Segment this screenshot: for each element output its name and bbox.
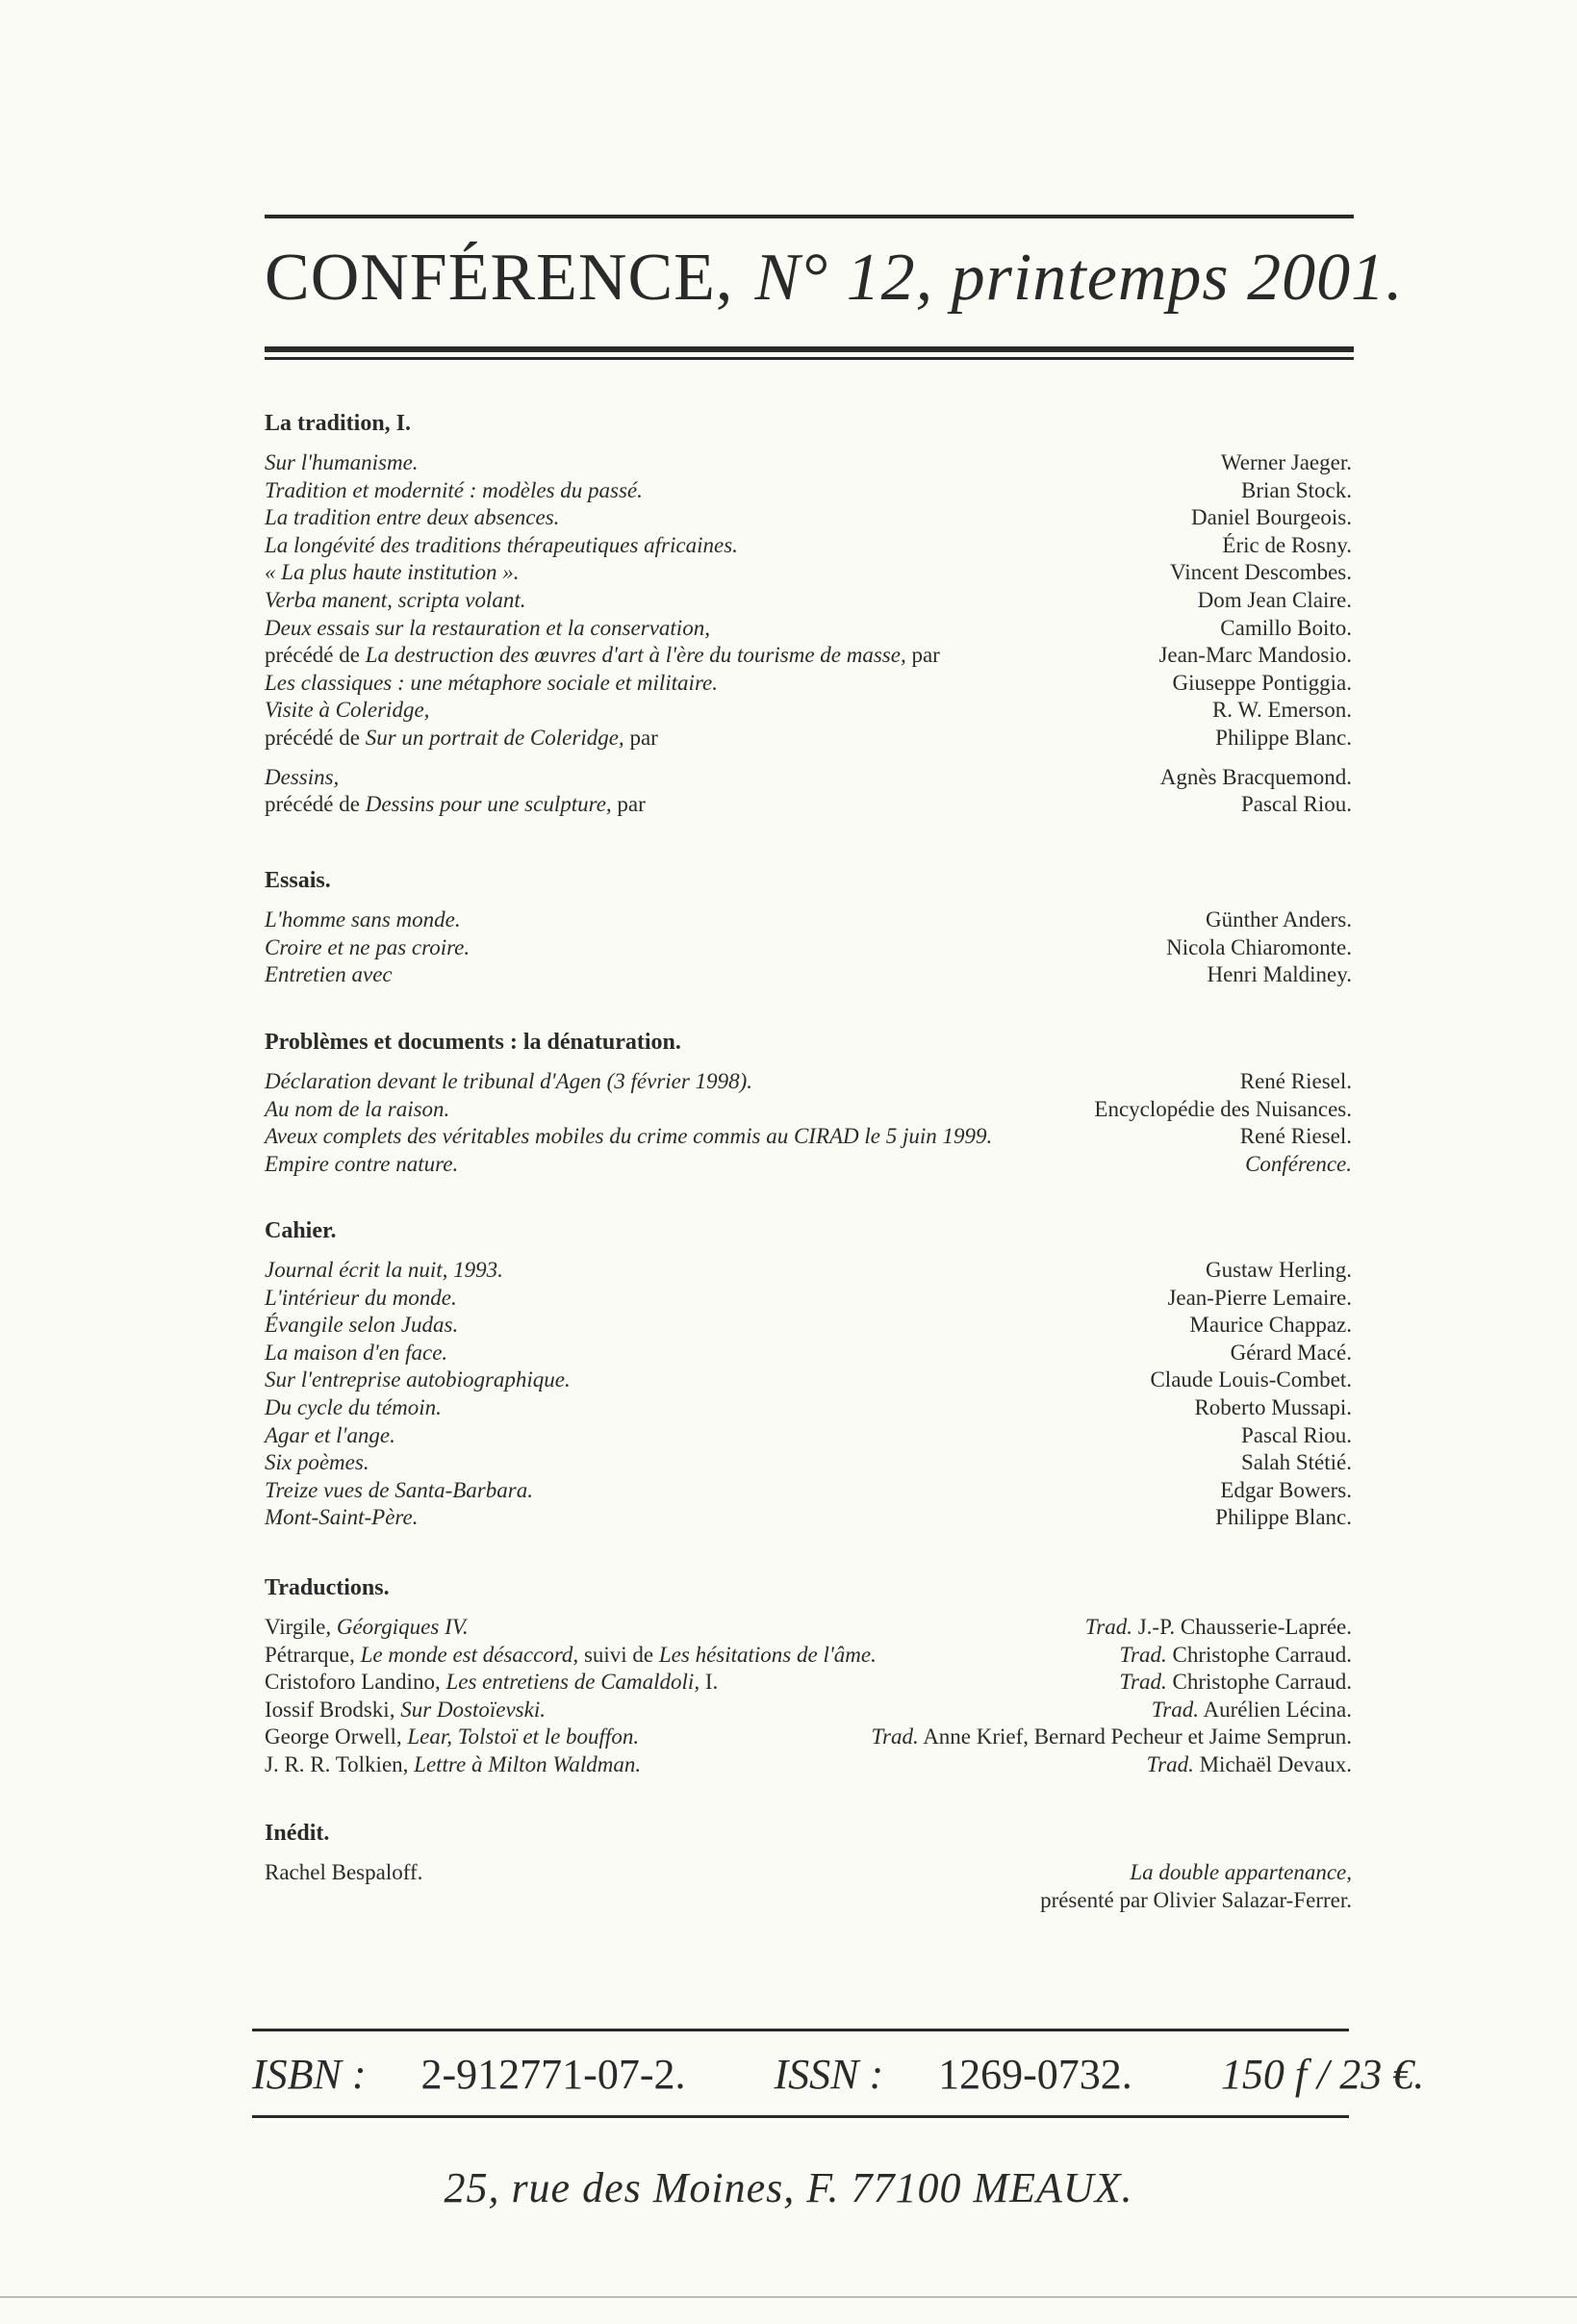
toc-entry — [265, 697, 1352, 725]
translator-prefix: Trad. — [1119, 1670, 1167, 1695]
entry-author — [1245, 1151, 1352, 1179]
toc-entry — [265, 642, 1352, 670]
entry-title-part: La tradition entre deux absences. — [265, 505, 560, 530]
price: 150 f / 23 €. — [1220, 2051, 1425, 2098]
toc-entry — [265, 449, 1352, 477]
entry-title-part: Sur un portrait de Coleridge, — [365, 725, 624, 750]
section-rows — [265, 1068, 1352, 1178]
author-name: Aurélien Lécina. — [1198, 1697, 1352, 1722]
entry-title — [265, 1285, 457, 1313]
entry-title — [265, 764, 339, 792]
entry-author — [1085, 1614, 1352, 1642]
entry-title-part: Agar et l'ange. — [265, 1422, 395, 1447]
entry-author — [1166, 934, 1352, 962]
section-problemes — [265, 1028, 1352, 1178]
entry-author — [1240, 1068, 1352, 1096]
entry-title-part: Treize vues de Santa-Barbara. — [265, 1477, 533, 1502]
page-edge-line — [0, 2296, 1577, 2298]
author-name: Christophe Carraud. — [1166, 1642, 1352, 1667]
entry-author — [1147, 1751, 1352, 1779]
toc-entry — [265, 1257, 1352, 1285]
entry-title — [265, 1642, 877, 1670]
toc-entry — [265, 934, 1352, 962]
toc-entry — [265, 1340, 1352, 1367]
entry-title-part: Sur l'humanisme. — [265, 450, 419, 474]
entry-author — [1241, 791, 1352, 819]
entry-author — [1231, 1340, 1352, 1367]
author-name: Anne Krief, Bernard Pecheur et Jaime Semprun. — [918, 1724, 1352, 1749]
author-name: Vincent Descombes. — [1170, 560, 1352, 585]
entry-title — [265, 1614, 469, 1642]
section-rows — [265, 1614, 1352, 1779]
entry-title — [265, 477, 643, 505]
entry-author — [1158, 642, 1352, 670]
author-name: présenté par Olivier Salazar-Ferrer. — [1040, 1887, 1352, 1912]
entry-title — [265, 1751, 641, 1779]
section-tradition — [265, 409, 1352, 819]
entry-title-part: Lear, Tolstoï et le bouffon. — [407, 1724, 640, 1749]
author-name: Jean-Marc Mandosio. — [1158, 643, 1352, 668]
section-rows — [265, 1257, 1352, 1532]
entry-title-part: Évangile selon Judas. — [265, 1313, 459, 1338]
issn-label: ISSN : — [774, 2051, 884, 2098]
entry-author — [1150, 1366, 1352, 1394]
entry-title — [265, 532, 738, 560]
author-name: La double appartenance, — [1130, 1860, 1352, 1884]
toc-entry — [265, 907, 1352, 934]
author-name: Philippe Blanc. — [1215, 1505, 1352, 1530]
entry-title — [265, 1859, 422, 1887]
entry-title-part: Aveux complets des véritables mobiles du crime commis au CIRAD le 5 juin 1999. — [265, 1124, 993, 1149]
entry-title-part: Deux essais sur la restauration et la conservation, — [265, 615, 710, 640]
author-name: Encyclopédie des Nuisances. — [1094, 1096, 1352, 1121]
section-heading: La tradition, I. — [265, 411, 412, 436]
entry-title — [265, 697, 429, 725]
entry-title-part: Mont-Saint-Père. — [265, 1505, 419, 1530]
author-name: J.-P. Chausserie-Laprée. — [1132, 1615, 1352, 1639]
entry-title — [265, 1123, 992, 1151]
toc-entry — [265, 1642, 1352, 1670]
entry-title-part: Tradition et modernité : modèles du passé. — [265, 477, 643, 502]
entry-title-part: La longévité des traditions thérapeutiques africaines. — [265, 532, 738, 557]
translator-prefix: Trad. — [871, 1724, 919, 1749]
row-gap — [265, 753, 1352, 764]
entry-author — [1189, 1312, 1352, 1340]
address: 25, rue des Moines, F. 77100 MEAUX. — [444, 2164, 1133, 2211]
entry-title — [265, 559, 520, 587]
title-double-rule-bottom — [265, 357, 1354, 360]
entry-title-part: Au nom de la raison. — [265, 1096, 450, 1121]
issn-value: 1269-0732. — [938, 2051, 1132, 2098]
entry-title-part: précédé de — [265, 725, 366, 750]
toc-entry — [265, 1724, 1352, 1751]
author-name: Camillo Boito. — [1220, 615, 1352, 640]
author-name: Giuseppe Pontiggia. — [1172, 670, 1352, 695]
entry-title-part: I. — [699, 1670, 719, 1695]
entry-title — [265, 725, 658, 753]
entry-author — [1206, 1257, 1352, 1285]
entry-title — [265, 504, 559, 532]
author-name: Salah Stétié. — [1241, 1450, 1352, 1475]
translator-prefix: Trad. — [1084, 1615, 1132, 1639]
entry-title-part: Lettre à Milton Waldman. — [414, 1751, 642, 1776]
toc-entry — [265, 725, 1352, 753]
issue-label: N° 12, printemps 2001. — [754, 241, 1404, 315]
entry-author — [1167, 1285, 1352, 1313]
entry-title — [265, 1340, 447, 1367]
toc-entry — [265, 1394, 1352, 1422]
entry-title — [265, 587, 526, 615]
toc-entry — [265, 1312, 1352, 1340]
author-name: Brian Stock. — [1241, 477, 1352, 502]
author-name: Conférence. — [1245, 1151, 1352, 1176]
author-name: Éric de Rosny. — [1222, 532, 1352, 557]
entry-title-part: L'intérieur du monde. — [265, 1285, 457, 1310]
entry-title — [265, 449, 419, 477]
author-name: Maurice Chappaz. — [1189, 1313, 1352, 1338]
top-rule — [265, 215, 1354, 218]
entry-author — [871, 1724, 1352, 1751]
entry-author — [1160, 764, 1352, 792]
entry-title-part: Entretien avec — [265, 962, 393, 987]
entry-title — [265, 1312, 458, 1340]
toc-entry — [265, 532, 1352, 560]
entry-title — [265, 642, 940, 670]
entry-author — [1215, 725, 1352, 753]
entry-title — [265, 615, 710, 643]
entry-title — [265, 1669, 718, 1697]
entry-author — [1206, 907, 1352, 934]
section-heading: Cahier. — [265, 1218, 337, 1243]
entry-title-part: Les hésitations de l'âme. — [658, 1642, 877, 1667]
toc-entry — [265, 670, 1352, 698]
entry-author — [1220, 615, 1352, 643]
author-name: Pascal Riou. — [1241, 1422, 1352, 1447]
entry-title-part: Dessins pour une sculpture, — [365, 792, 612, 817]
author-name: Philippe Blanc. — [1215, 725, 1352, 750]
entry-title-part: par — [611, 792, 646, 817]
entry-title-part: La maison d'en face. — [265, 1340, 448, 1365]
entry-title-part: précédé de — [265, 643, 366, 668]
journal-name: CONFÉRENCE, — [265, 241, 734, 315]
entry-title-part: Croire et ne pas croire. — [265, 934, 471, 959]
toc-entry — [265, 1422, 1352, 1450]
entry-author — [1120, 1642, 1353, 1670]
entry-title — [265, 1724, 639, 1751]
section-inedit — [265, 1819, 1352, 1914]
entry-author — [1241, 1449, 1352, 1477]
toc-entry — [265, 1751, 1352, 1779]
entry-author — [1221, 449, 1352, 477]
author-name: Günther Anders. — [1205, 907, 1352, 932]
entry-author — [1170, 559, 1352, 587]
author-name: Dom Jean Claire. — [1197, 587, 1352, 612]
toc-entry — [265, 1449, 1352, 1477]
translator-prefix: Trad. — [1146, 1751, 1194, 1776]
entry-author — [1240, 1123, 1352, 1151]
toc-entry — [265, 1477, 1352, 1505]
entry-author — [1191, 504, 1352, 532]
section-traductions — [265, 1573, 1352, 1779]
toc-entry — [265, 1614, 1352, 1642]
entry-title — [265, 670, 718, 698]
entry-title — [265, 1068, 752, 1096]
isbn — [252, 2051, 730, 2098]
entry-title-part: suivi de — [578, 1642, 659, 1667]
author-name: Nicola Chiaromonte. — [1166, 934, 1352, 959]
footer-info — [252, 2046, 1425, 2104]
entry-title-part: Cristoforo Landino, — [265, 1670, 446, 1695]
entry-title-part: Iossif Brodski, — [265, 1697, 401, 1722]
toc-entry — [265, 1285, 1352, 1313]
entry-title — [265, 907, 461, 934]
isbn-value: 2-912771-07-2. — [420, 2051, 686, 2098]
author-name: Pascal Riou. — [1241, 792, 1352, 817]
toc-entry — [265, 1096, 1352, 1124]
toc-entry — [265, 615, 1352, 643]
entry-title-part: Rachel Bespaloff. — [265, 1860, 423, 1884]
entry-author — [1222, 532, 1352, 560]
section-heading: Essais. — [265, 868, 331, 893]
author-name: René Riesel. — [1239, 1124, 1352, 1149]
entry-title-part: Déclaration devant le tribunal d'Agen (3 février 1998). — [265, 1069, 752, 1093]
entry-title — [265, 791, 646, 819]
entry-title-part: George Orwell, — [265, 1724, 408, 1749]
translator-prefix: Trad. — [1151, 1697, 1199, 1722]
author-name: Jean-Pierre Lemaire. — [1167, 1285, 1352, 1310]
entry-author — [1220, 1477, 1352, 1505]
toc-entry — [265, 477, 1352, 505]
isbn-label: ISBN : — [252, 2051, 367, 2098]
author-name: Daniel Bourgeois. — [1191, 505, 1352, 530]
toc-entry — [265, 1887, 1352, 1915]
toc-entry — [265, 504, 1352, 532]
toc-entry — [265, 764, 1352, 792]
footer-rule-top — [252, 2029, 1349, 2031]
entry-title-part: « La plus haute institution ». — [265, 560, 520, 585]
entry-title — [265, 1096, 449, 1124]
entry-title — [265, 1449, 369, 1477]
entry-title-part: Six poèmes. — [265, 1450, 369, 1475]
section-essais — [265, 866, 1352, 989]
toc-entry — [265, 1068, 1352, 1096]
toc-entry — [265, 961, 1352, 989]
entry-title-part: Dessins, — [265, 764, 340, 789]
author-name: R. W. Emerson. — [1211, 698, 1352, 723]
author-name: Christophe Carraud. — [1166, 1670, 1352, 1695]
toc-entry — [265, 1504, 1352, 1532]
entry-author — [1120, 1669, 1353, 1697]
entry-title — [265, 1151, 458, 1179]
entry-title-part: La destruction des œuvres d'art à l'ère du tourisme de masse, — [365, 643, 906, 668]
entry-title-part: Visite à Coleridge, — [265, 698, 430, 723]
entry-title-part: J. R. R. Tolkien, — [265, 1751, 415, 1776]
entry-title-part: L'homme sans monde. — [265, 907, 461, 932]
entry-title-part: Sur Dostoïevski. — [400, 1697, 546, 1722]
section-rows — [265, 449, 1352, 819]
toc-entry — [265, 587, 1352, 615]
entry-title-part: Virgile, — [265, 1615, 337, 1639]
entry-author — [1152, 1697, 1352, 1724]
author-name: Gérard Macé. — [1230, 1340, 1352, 1365]
toc-entry — [265, 1366, 1352, 1394]
entry-title-part: Journal écrit la nuit, 1993. — [265, 1258, 503, 1282]
entry-title-part: Géorgiques IV. — [336, 1615, 469, 1639]
toc-entry — [265, 1151, 1352, 1179]
section-cahier — [265, 1216, 1352, 1532]
entry-title-part: Pétrarque, — [265, 1642, 361, 1667]
entry-title-part: Les entretiens de Camaldoli, — [445, 1670, 700, 1695]
author-name: Agnès Bracquemond. — [1159, 764, 1352, 789]
entry-title — [265, 1504, 418, 1532]
section-heading: Inédit. — [265, 1821, 330, 1846]
entry-title — [265, 1257, 503, 1285]
author-name: Werner Jaeger. — [1220, 450, 1352, 474]
entry-title-part: par — [623, 725, 658, 750]
author-name: Claude Louis-Combet. — [1150, 1367, 1352, 1392]
entry-title-part: précédé de — [265, 792, 366, 817]
entry-author — [1241, 1422, 1352, 1450]
toc-entry — [265, 1859, 1352, 1887]
entry-author — [1194, 1394, 1352, 1422]
entry-author — [1207, 961, 1352, 989]
entry-title-part: Verba manent, scripta volant. — [265, 587, 526, 612]
toc-entry — [265, 1123, 1352, 1151]
toc-entry — [265, 791, 1352, 819]
entry-title — [265, 934, 470, 962]
title-double-rule-top — [265, 346, 1354, 352]
translator-prefix: Trad. — [1119, 1642, 1167, 1667]
entry-author — [1130, 1859, 1352, 1887]
entry-title — [265, 1477, 533, 1505]
author-name: Michaël Devaux. — [1193, 1751, 1352, 1776]
entry-title — [265, 1394, 442, 1422]
author-name: Henri Maldiney. — [1207, 962, 1352, 987]
entry-author — [1212, 697, 1352, 725]
entry-author — [1241, 477, 1352, 505]
author-name: Roberto Mussapi. — [1194, 1394, 1352, 1419]
section-heading: Traductions. — [265, 1575, 390, 1600]
page-title — [265, 235, 1404, 321]
footer-rule-bottom — [252, 2115, 1349, 2118]
entry-title — [265, 1366, 571, 1394]
entry-title-part: Empire contre nature. — [265, 1151, 459, 1176]
entry-title — [265, 961, 393, 989]
section-heading: Problèmes et documents : la dénaturation. — [265, 1030, 681, 1055]
entry-author — [1040, 1887, 1352, 1915]
entry-author — [1198, 587, 1352, 615]
issn — [775, 2051, 1177, 2098]
entry-title-part: Du cycle du témoin. — [265, 1394, 442, 1419]
entry-title — [265, 1422, 395, 1450]
toc-entry — [265, 1669, 1352, 1697]
entry-title-part: Sur l'entreprise autobiographique. — [265, 1367, 571, 1392]
entry-author — [1094, 1096, 1352, 1124]
entry-author — [1215, 1504, 1352, 1532]
toc-entry — [265, 1697, 1352, 1724]
section-rows — [265, 907, 1352, 989]
entry-author — [1172, 670, 1352, 698]
entry-title-part: Les classiques : une métaphore sociale et militaire. — [265, 670, 718, 695]
entry-title-part: par — [905, 643, 940, 668]
section-rows — [265, 1859, 1352, 1914]
author-name: René Riesel. — [1239, 1069, 1352, 1093]
author-name: Gustaw Herling. — [1205, 1258, 1352, 1282]
toc-entry — [265, 559, 1352, 587]
author-name: Edgar Bowers. — [1220, 1477, 1352, 1502]
entry-title-part: Le monde est désaccord, — [360, 1642, 579, 1667]
entry-title — [265, 1697, 546, 1724]
